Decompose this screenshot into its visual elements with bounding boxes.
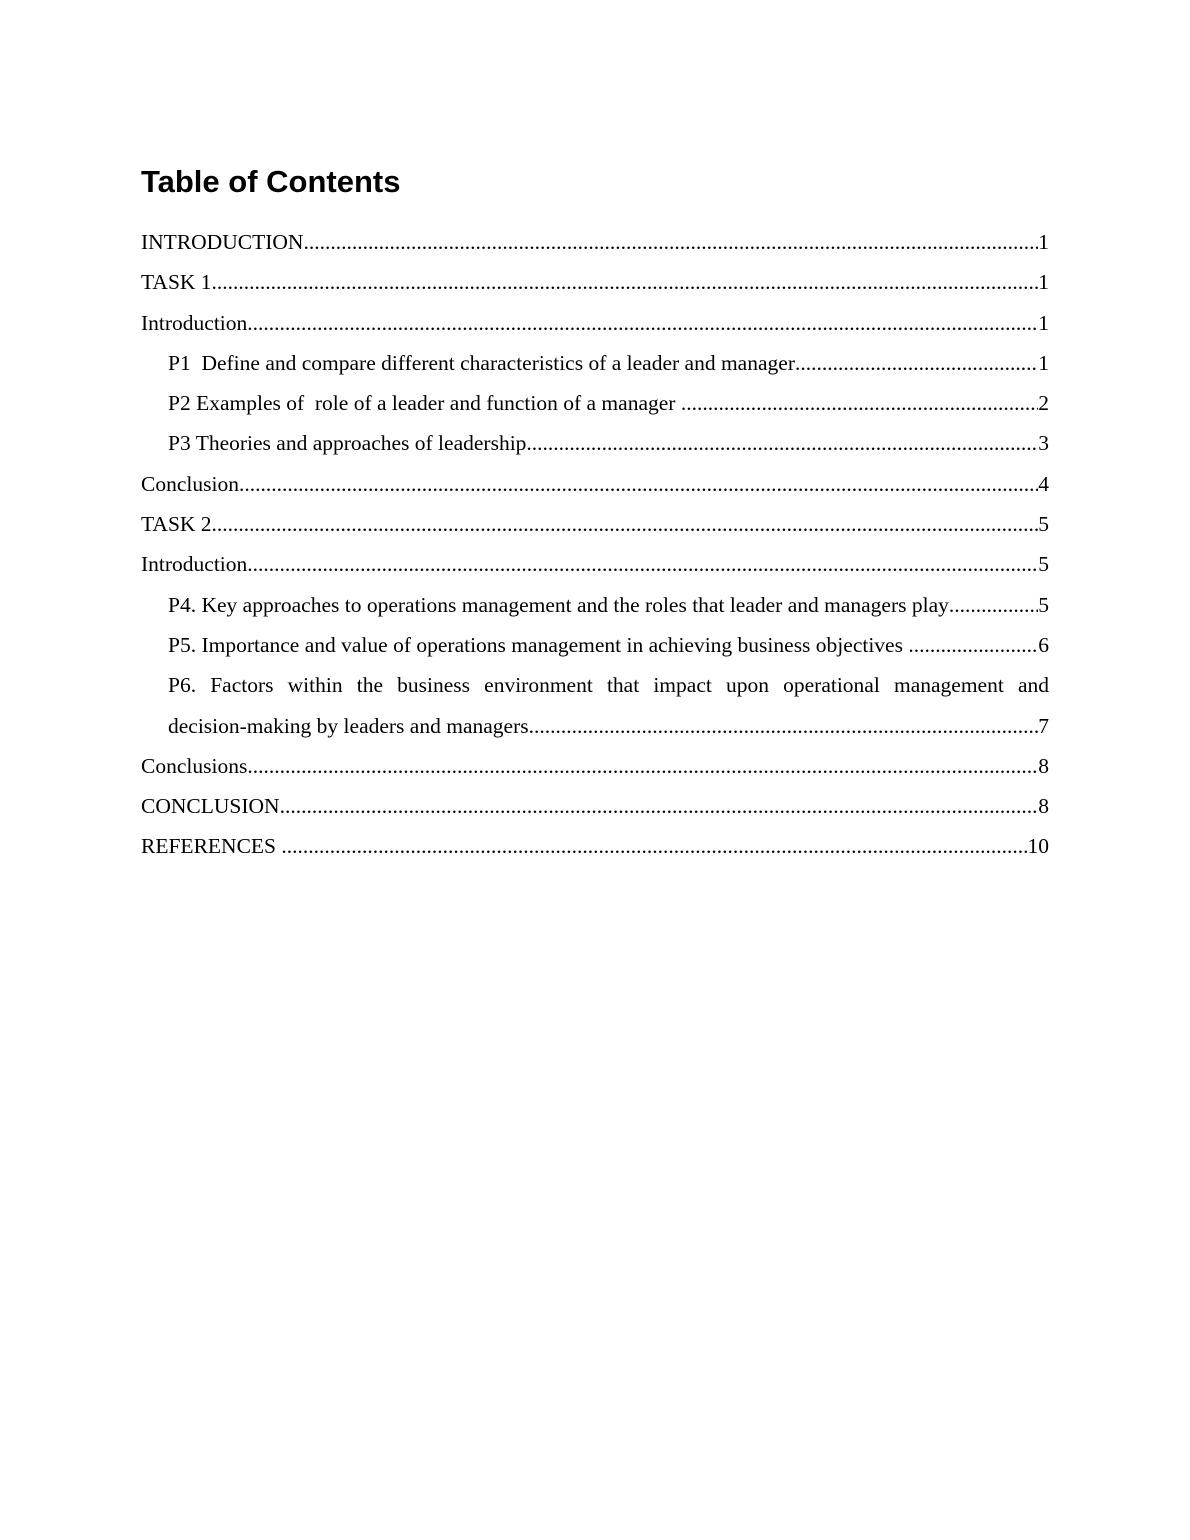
toc-page-number: 4: [1038, 471, 1049, 496]
toc-entry-text-line-1: P6. Factors within the business environment that impact upon operational management and: [168, 673, 1049, 698]
toc-entry-p1[interactable]: [141, 343, 1049, 383]
toc-page-number: 3: [1038, 431, 1049, 456]
toc-entry-text-line-2: decision-making by leaders and managers: [168, 713, 529, 738]
toc-page-number: 1: [1038, 270, 1049, 295]
toc-dot-leader: [247, 746, 1038, 786]
toc-entry-references[interactable]: [141, 826, 1049, 866]
toc-entry-text: Conclusion: [141, 471, 239, 496]
toc-entry-task-2-introduction[interactable]: [141, 544, 1049, 584]
toc-entry-text: P4. Key approaches to operations management and the roles that leader and managers play: [168, 592, 949, 617]
toc-entry-conclusions[interactable]: [141, 746, 1049, 786]
toc-entry-text: TASK 1: [141, 270, 212, 295]
toc-dot-leader: [212, 504, 1039, 544]
toc-page-number: 7: [1038, 713, 1049, 738]
toc-entry-task-1[interactable]: [141, 262, 1049, 302]
toc-entry-text: P5. Importance and value of operations management in achieving business objectives: [168, 632, 909, 657]
toc-entry-conclusion[interactable]: [141, 786, 1049, 826]
toc-entry-text: Introduction: [141, 310, 248, 335]
toc-dot-leader: [949, 585, 1038, 625]
toc-page-number: 1: [1038, 350, 1049, 375]
toc-entry-text: Introduction: [141, 552, 248, 577]
toc-page-number: 1: [1038, 310, 1049, 335]
toc-dot-leader: [681, 383, 1038, 423]
toc-entry-text: REFERENCES: [141, 834, 282, 859]
toc-title: Table of Contents: [141, 164, 401, 199]
toc-entry-text: Conclusions: [141, 753, 248, 778]
toc-dot-leader: [908, 625, 1038, 665]
toc-dot-leader: [239, 464, 1038, 504]
toc-dot-leader: [281, 826, 1027, 866]
toc-entry-task-1-introduction[interactable]: [141, 303, 1049, 343]
toc-entry-p6[interactable]: [141, 665, 1049, 746]
toc-dot-leader: [280, 786, 1039, 826]
toc-page-number: 5: [1038, 512, 1049, 537]
toc-page-number: 8: [1038, 794, 1049, 819]
toc-dot-leader: [529, 706, 1039, 746]
toc-dot-leader: [795, 343, 1038, 383]
toc-entry-p5[interactable]: [141, 625, 1049, 665]
toc-page-number: 6: [1038, 632, 1049, 657]
toc-dot-leader: [303, 222, 1038, 262]
toc-page-number: 2: [1038, 391, 1049, 416]
toc-entry-text: CONCLUSION: [141, 794, 280, 819]
toc-page-number: 10: [1027, 834, 1049, 859]
toc-entry-text: P1 Define and compare different characteristics of a leader and manager: [168, 350, 795, 375]
toc-dot-leader: [526, 423, 1038, 463]
toc-entry-p3[interactable]: [141, 423, 1049, 463]
toc-entry-continuation: [168, 706, 1049, 746]
toc-entry-p4[interactable]: [141, 585, 1049, 625]
table-of-contents: [141, 222, 1049, 867]
toc-entry-text: TASK 2: [141, 512, 212, 537]
toc-page-number: 1: [1038, 230, 1049, 254]
toc-dot-leader: [247, 544, 1038, 584]
toc-entry-text: P2 Examples of role of a leader and function of a manager: [168, 391, 681, 416]
toc-dot-leader: [212, 262, 1039, 302]
toc-entry-introduction[interactable]: [141, 222, 1049, 262]
toc-entry-p2[interactable]: [141, 383, 1049, 423]
toc-page-number: 5: [1038, 552, 1049, 577]
toc-page-number: 8: [1038, 753, 1049, 778]
toc-entry-text: INTRODUCTION: [141, 230, 304, 254]
toc-entry-task-2[interactable]: [141, 504, 1049, 544]
toc-entry-task-1-conclusion[interactable]: [141, 464, 1049, 504]
toc-page-number: 5: [1038, 592, 1049, 617]
toc-dot-leader: [247, 303, 1038, 343]
toc-entry-text: P3 Theories and approaches of leadership: [168, 431, 527, 456]
